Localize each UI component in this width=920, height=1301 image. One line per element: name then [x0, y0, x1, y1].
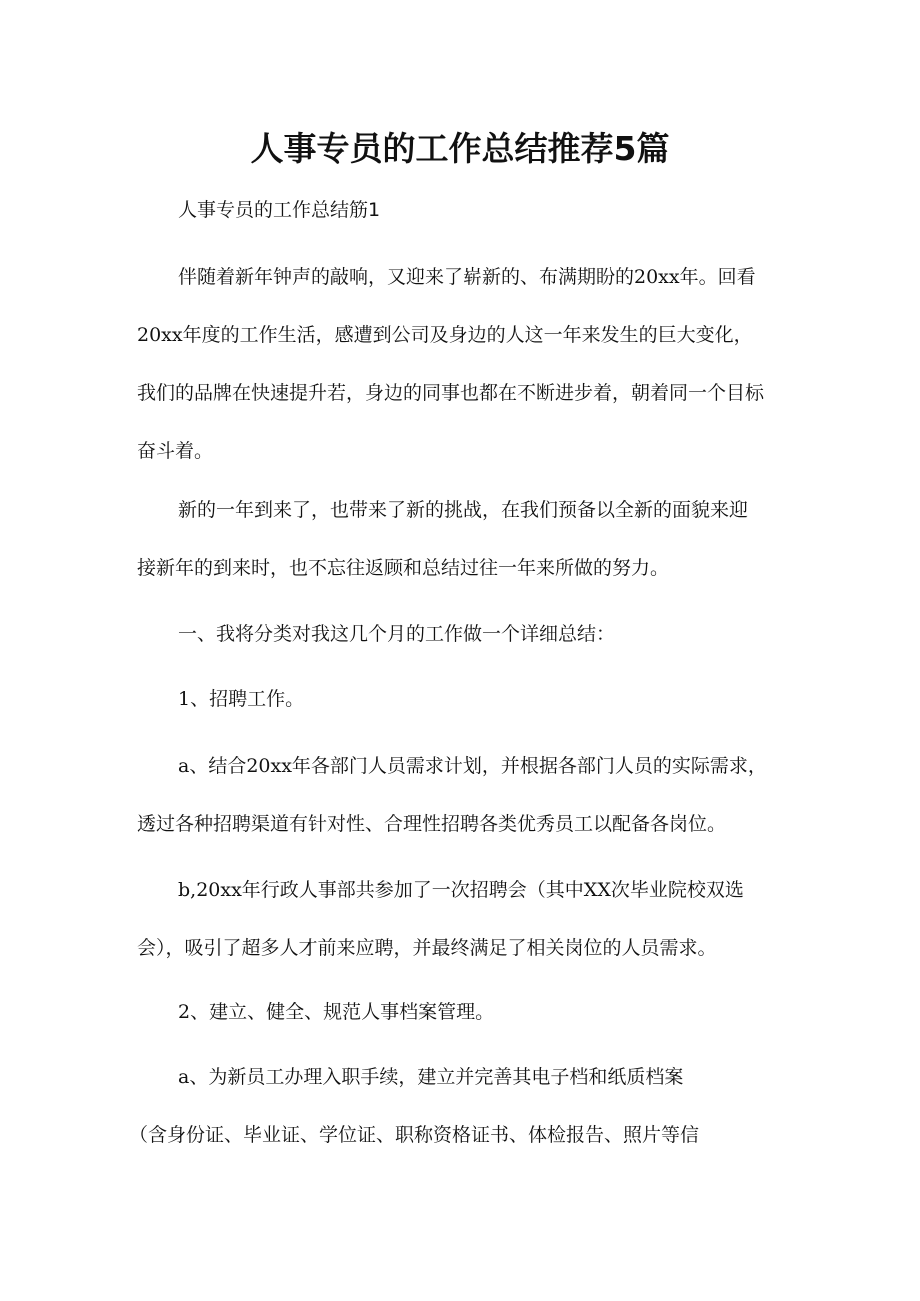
paragraph-4: [137, 670, 797, 728]
paragraph-line: 奋斗着。: [137, 440, 214, 462]
paragraph-8: [129, 1048, 797, 1164]
paragraph-line: 会），吸引了超多人才前来应聘，并最终满足了相关岗位的人员需求。: [137, 937, 717, 959]
document-title: 人事专员的工作总结推荐5篇: [250, 129, 670, 168]
paragraph-line: 新的一年到来了，也带来了新的挑战，在我们预备以全新的面貌来迎: [178, 499, 749, 521]
paragraph-3: [137, 605, 797, 663]
paragraph-line: 我们的品牌在快速提升若，身边的同事也都在不断进步着，朝着同一个目标: [137, 382, 765, 404]
paragraph-line: 20xx年度的工作生活，感遭到公司及身边的人这一年来发生的巨大变化，: [137, 324, 753, 346]
paragraph-line: 透过各种招聘渠道有针对性、合理性招聘各类优秀员工以配备各岗位。: [137, 813, 727, 835]
paragraph-6: [137, 861, 797, 977]
paragraph-line: b,20xx年行政人事部共参加了一次招聘会（其中XX次毕业院校双选: [178, 879, 744, 901]
paragraph-line: 接新年的到来时，也不忘往返顾和总结过往一年来所做的努力。: [137, 557, 670, 579]
paragraph-line: a、为新员工办理入职手续，建立并完善其电子档和纸质档案: [178, 1066, 684, 1088]
paragraph-line: a、结合20xx年各部门人员需求计划，并根据各部门人员的实际需求，: [178, 755, 767, 777]
paragraph-line: 2、建立、健全、规范人事档案管理。: [178, 1001, 495, 1023]
paragraph-line: 一、我将分类对我这几个月的工作做一个详细总结：: [178, 623, 616, 645]
paragraph-line: 1、招聘工作。: [178, 688, 305, 710]
paragraph-1: [137, 248, 797, 480]
paragraph-line: 伴随着新年钟声的敲响，又迎来了崭新的、布满期盼的20xx年。回看: [178, 266, 756, 288]
paragraph-7: [137, 983, 797, 1041]
section-heading: 人事专员的工作总结筋1: [178, 199, 381, 221]
paragraph-5: [137, 737, 797, 853]
paragraph-2: [137, 481, 797, 597]
paragraph-line: （含身份证、毕业证、学位证、职称资格证书、体检报告、照片等信: [129, 1124, 700, 1146]
